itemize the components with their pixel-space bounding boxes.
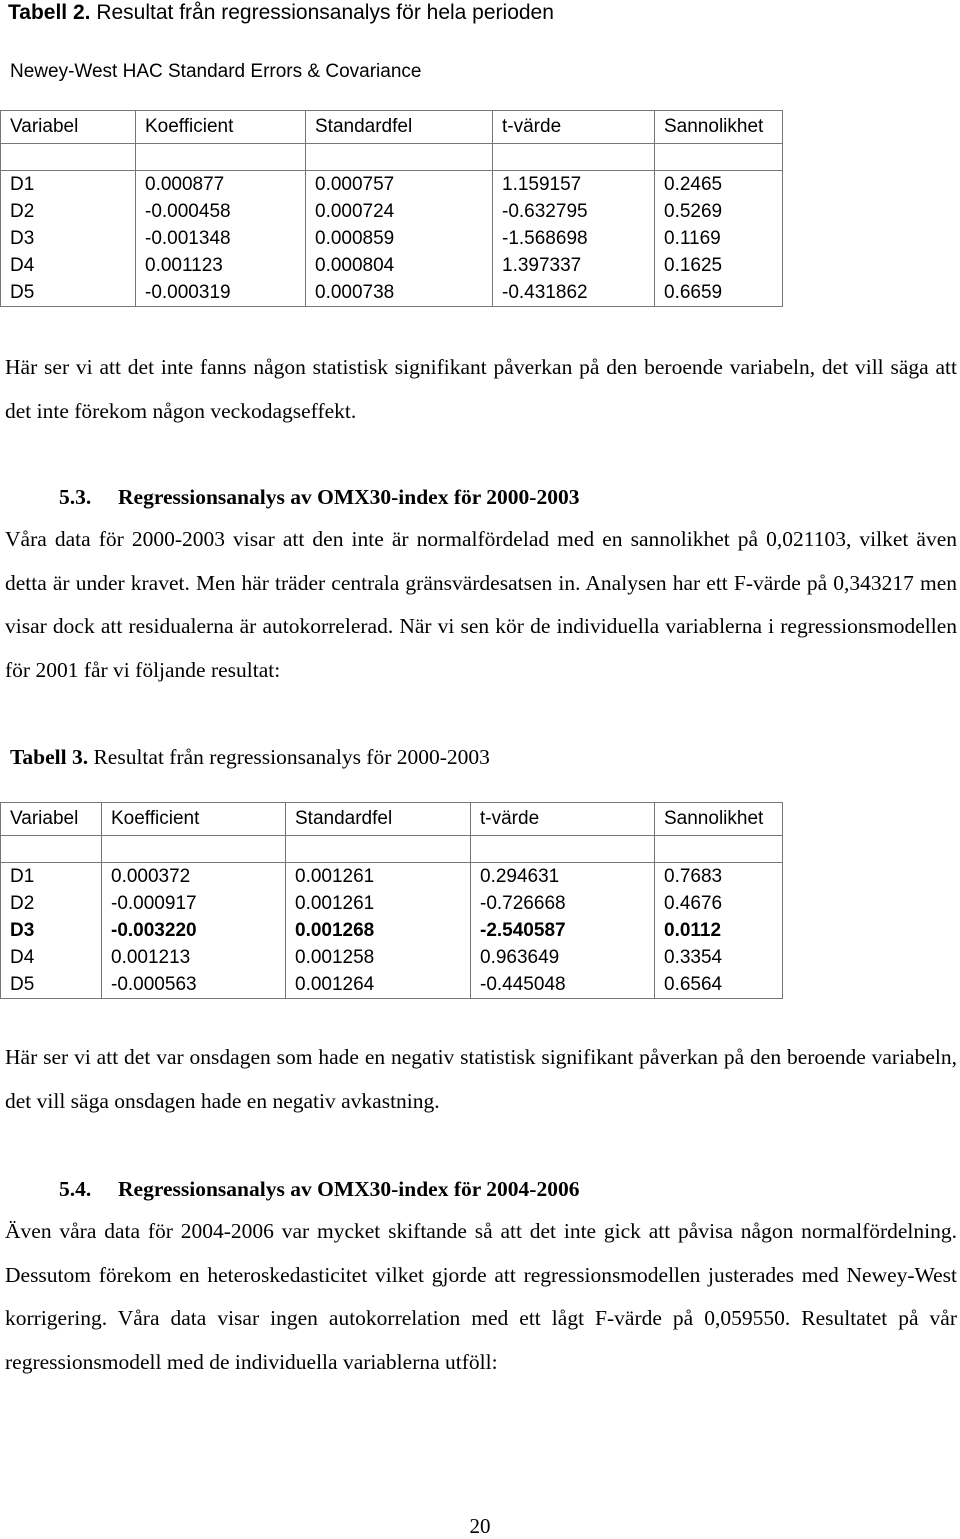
table2-cell: -0.001348 (136, 225, 306, 252)
table2-caption (8, 0, 554, 26)
table2-cell: -0.632795 (493, 198, 655, 225)
table3-row (1, 944, 783, 971)
table3-cell: 0.000372 (102, 863, 286, 891)
table2-cell: 0.1169 (655, 225, 783, 252)
table3-cell: 0.001258 (286, 944, 471, 971)
table2-cell: D4 (1, 252, 136, 279)
page-number: 20 (469, 1514, 491, 1538)
table3-caption (10, 744, 490, 770)
table3-cell: 0.001264 (286, 971, 471, 999)
table2-cell: -0.000319 (136, 279, 306, 307)
table3-caption-text: Resultat från regressionsanalys för 2000-2003 (93, 745, 490, 769)
table2-spacer-cell (136, 144, 306, 171)
table3-spacer-row (1, 836, 783, 863)
section-5-4-body (5, 1210, 957, 1384)
table2-spacer-row (1, 144, 783, 171)
table2-row (1, 279, 783, 307)
table2-cell: -1.568698 (493, 225, 655, 252)
section-5-3-body-text: Våra data för 2000-2003 visar att den inte är normalfördelad med en sannolikhet på 0,021103, vilket även detta är under kravet. Men här träder centrala gränsvärdesatsen in. Analysen har ett F-värde på 0,343217 men visar dock att residualerna är autokorrelerad. När vi sen kör de individuella variablerna i regressionsmodellen för 2001 får vi följande resultat: (5, 527, 957, 682)
table3-spacer-cell (471, 836, 655, 863)
table2-header-cell: Variabel (1, 111, 136, 144)
table2-cell: 0.000757 (306, 171, 493, 199)
table2-spacer-cell (1, 144, 136, 171)
table2-subtitle: Newey-West HAC Standard Errors & Covariance (10, 61, 422, 82)
table3-header-cell: Standardfel (286, 803, 471, 836)
table3-cell: 0.963649 (471, 944, 655, 971)
section-5-3-number: 5.3. (59, 485, 92, 509)
table3-row (1, 971, 783, 999)
table2-cell: D2 (1, 198, 136, 225)
table3-cell: -0.000917 (102, 890, 286, 917)
table3-header-cell: t-värde (471, 803, 655, 836)
section-5-4-heading (59, 1176, 579, 1202)
table3-cell: 0.7683 (655, 863, 783, 891)
table2-cell: 0.000738 (306, 279, 493, 307)
table3-caption-label: Tabell 3. (10, 745, 89, 769)
table3-row (1, 863, 783, 891)
table2-row (1, 252, 783, 279)
section-5-4-title: Regressionsanalys av OMX30-index för 2004-2006 (118, 1177, 580, 1201)
table2-row (1, 198, 783, 225)
table2-cell: 0.000877 (136, 171, 306, 199)
table3-spacer-cell (102, 836, 286, 863)
table2-cell: 0.000859 (306, 225, 493, 252)
table3-cell: D3 (1, 917, 102, 944)
table3-cell: D1 (1, 863, 102, 891)
table2-cell: 0.2465 (655, 171, 783, 199)
table2-header-cell: Sannolikhet (655, 111, 783, 144)
table2-cell: -0.431862 (493, 279, 655, 307)
table3-cell: 0.001213 (102, 944, 286, 971)
section-5-3-heading (59, 484, 579, 510)
table3-cell: 0.001261 (286, 863, 471, 891)
table3-cell: D4 (1, 944, 102, 971)
table2-cell: 0.000724 (306, 198, 493, 225)
table3-cell: 0.001268 (286, 917, 471, 944)
section-5-4-number: 5.4. (59, 1177, 92, 1201)
table2-cell: D3 (1, 225, 136, 252)
table3-cell: 0.294631 (471, 863, 655, 891)
table3-spacer-cell (1, 836, 102, 863)
table2-cell: D1 (1, 171, 136, 199)
table2-spacer-cell (493, 144, 655, 171)
table3-header-cell: Koefficient (102, 803, 286, 836)
table2-spacer-cell (306, 144, 493, 171)
table3-cell: 0.6564 (655, 971, 783, 999)
table3-cell: -2.540587 (471, 917, 655, 944)
section-5-3-title: Regressionsanalys av OMX30-index för 2000-2003 (118, 485, 580, 509)
table2-caption-label: Tabell 2. (8, 1, 91, 24)
table3-spacer-cell (286, 836, 471, 863)
table3-cell: 0.4676 (655, 890, 783, 917)
section-5-3-body (5, 518, 957, 692)
table3-cell: D5 (1, 971, 102, 999)
table2-cell: 0.000804 (306, 252, 493, 279)
table2-cell: D5 (1, 279, 136, 307)
table2-caption-text: Resultat från regressionsanalys för hela perioden (96, 1, 554, 24)
table2-cell: 0.5269 (655, 198, 783, 225)
table2-row (1, 171, 783, 199)
table2-spacer-cell (655, 144, 783, 171)
table2-header-row (1, 111, 783, 144)
table3-cell: 0.0112 (655, 917, 783, 944)
table2-cell: 0.6659 (655, 279, 783, 307)
table2-cell: 0.001123 (136, 252, 306, 279)
paragraph-1-text: Här ser vi att det inte fanns någon statistisk signifikant påverkan på den beroende variabeln, det vill säga att det inte förekom någon veckodagseffekt. (5, 355, 957, 423)
table3-header-cell: Variabel (1, 803, 102, 836)
table3-header-row (1, 803, 783, 836)
paragraph-2-text: Här ser vi att det var onsdagen som hade en negativ statistisk signifikant påverkan på den beroende variabeln, det vill säga onsdagen hade en negativ avkastning. (5, 1045, 957, 1113)
table3-row (1, 917, 783, 944)
table3-cell: 0.3354 (655, 944, 783, 971)
table2-cell: 0.1625 (655, 252, 783, 279)
table3-cell: D2 (1, 890, 102, 917)
paragraph-2 (5, 1036, 957, 1123)
table2-header-cell: Standardfel (306, 111, 493, 144)
section-5-4-body-text: Även våra data för 2004-2006 var mycket skiftande så att det inte gick att påvisa någon normalfördelning. Dessutom förekom en heteroskedasticitet vilket gjorde att regressionsmodellen justerades med Newey-West korrigering. Våra data visar ingen autokorrelation med ett lågt F-värde på 0,059550. Resultatet på vår regressionsmodell med de individuella variablerna utföll: (5, 1219, 957, 1374)
table3-header-cell: Sannolikhet (655, 803, 783, 836)
table2-cell: -0.000458 (136, 198, 306, 225)
table2-header-cell: Koefficient (136, 111, 306, 144)
table3-spacer-cell (655, 836, 783, 863)
table2-header-cell: t-värde (493, 111, 655, 144)
table3-cell: -0.000563 (102, 971, 286, 999)
table3-cell: -0.445048 (471, 971, 655, 999)
table3-cell: -0.726668 (471, 890, 655, 917)
table3-cell: 0.001261 (286, 890, 471, 917)
table2-cell: 1.397337 (493, 252, 655, 279)
table2-row (1, 225, 783, 252)
table2 (0, 110, 783, 307)
table3-row (1, 890, 783, 917)
table3 (0, 802, 783, 999)
table2-cell: 1.159157 (493, 171, 655, 199)
paragraph-1 (5, 346, 957, 433)
table3-cell: -0.003220 (102, 917, 286, 944)
